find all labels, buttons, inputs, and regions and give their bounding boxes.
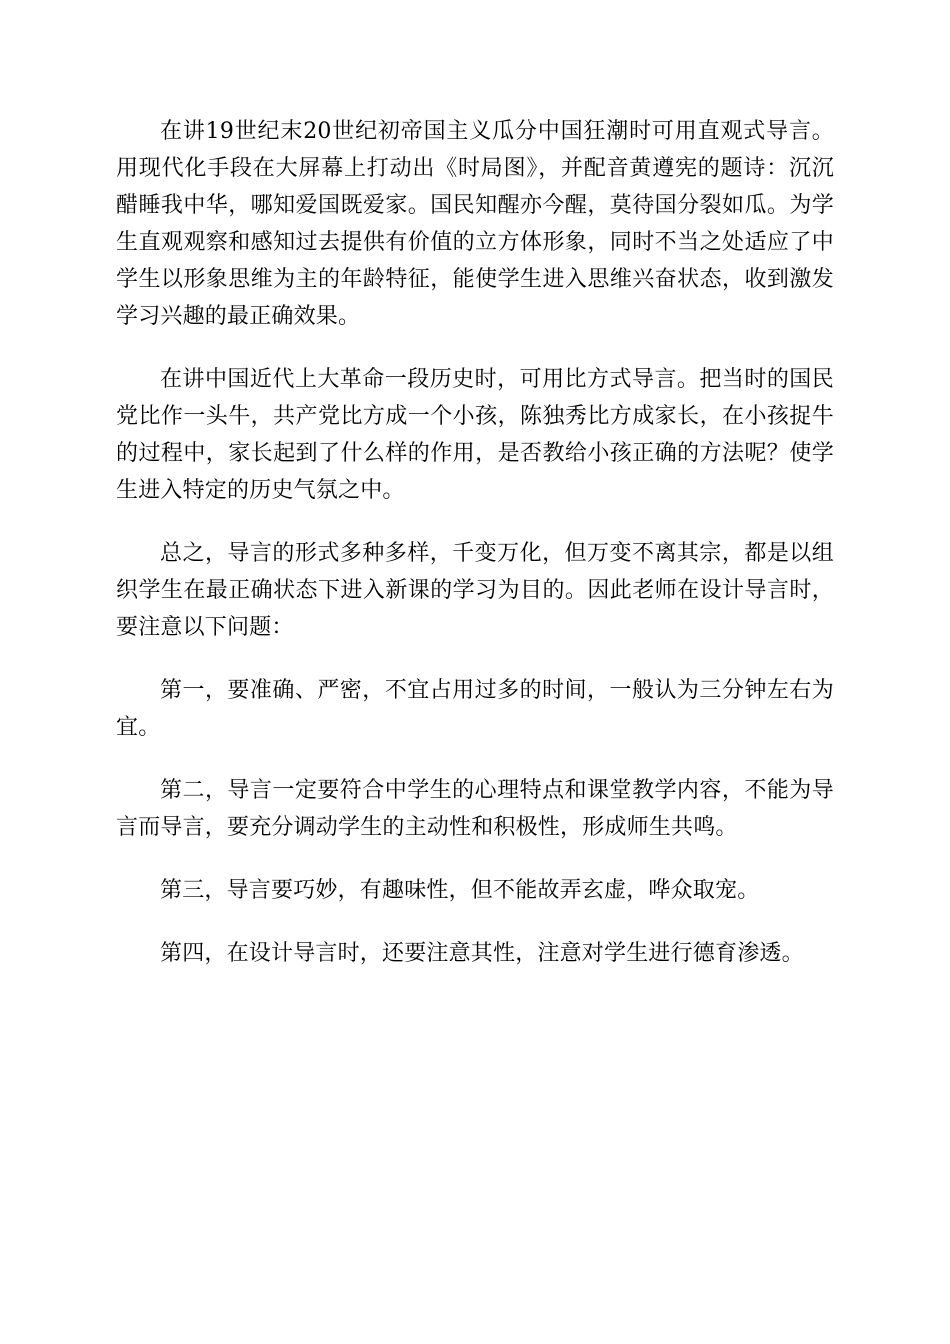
paragraph-intuitive-intro: 在讲19世纪末20世纪初帝国主义瓜分中国狂潮时可用直观式导言。用现代化手段在大屏幕上打动出《时局图》，并配音黄遵宪的题诗：沉沉醋睡我中华，哪知爱国既爱家。国民知醒亦今醒，莫待国分裂如瓜。为学生直观观察和感知过去提供有价值的立方体形象，同时不当之处适应了中学生以形象思维为主的年龄特征，能使学生进入思维兴奋状态，收到激发学习兴趣的最正确效果。 xyxy=(116,119,834,329)
paragraph-point-two: 第二，导言一定要符合中学生的心理特点和课堂教学内容，不能为导言而导言，要充分调动学生的主动性和积极性，形成师生共鸣。 xyxy=(116,778,834,840)
paragraph-summary: 总之，导言的形式多种多样，千变万化，但万变不离其宗，都是以组织学生在最正确状态下进入新课的学习为目的。因此老师在设计导言时，要注意以下问题： xyxy=(116,541,834,640)
paragraph-point-one: 第一，要准确、严密，不宜占用过多的时间，一般认为三分钟左右为宜。 xyxy=(116,678,834,740)
paragraph-analogy-intro: 在讲中国近代上大革命一段历史时，可用比方式导言。把当时的国民党比作一头牛，共产党比方成一个小孩，陈独秀比方成家长，在小孩捉牛的过程中，家长起到了什么样的作用，是否教给小孩正确的方法呢？使学生进入特定的历史气氛之中。 xyxy=(116,367,834,503)
paragraph-point-three: 第三，导言要巧妙，有趣味性，但不能故弄玄虚，哗众取宠。 xyxy=(160,878,760,903)
document-body xyxy=(116,113,834,998)
paragraph-point-four: 第四，在设计导言时，还要注意其性，注意对学生进行德育渗透。 xyxy=(160,941,804,966)
